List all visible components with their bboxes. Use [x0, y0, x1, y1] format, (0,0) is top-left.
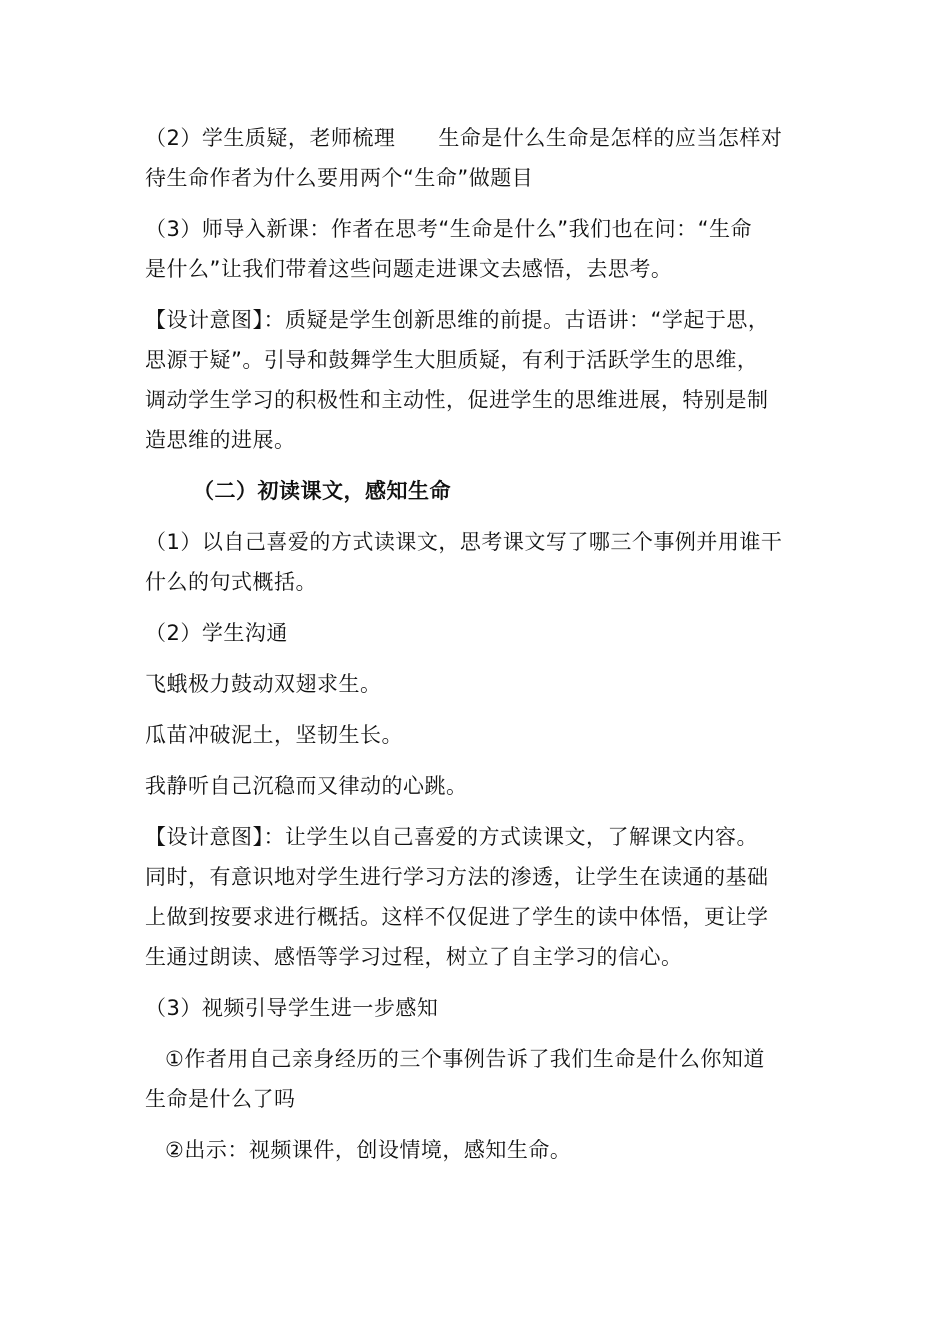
paragraph-example-moth — [145, 664, 815, 704]
text-line: （2）学生沟通 — [145, 621, 288, 645]
paragraph-example-heartbeat — [145, 766, 815, 806]
paragraph-reading-task — [145, 522, 815, 602]
paragraph-item-1 — [145, 1039, 815, 1119]
text-line: ①作者用自己亲身经历的三个事例告诉了我们生命是什么你知道 — [165, 1047, 765, 1071]
text-line: 上做到按要求进行概括。这样不仅促进了学生的读中体悟，更让学 — [145, 905, 769, 929]
text-line: 调动学生学习的积极性和主动性，促进学生的思维进展，特别是制 — [145, 388, 769, 412]
paragraph-design-intent-1 — [145, 300, 815, 460]
text-line: 思源于疑”。引导和鼓舞学生大胆质疑，有利于活跃学生的思维， — [145, 348, 759, 372]
section-heading — [145, 471, 815, 511]
text-line: ②出示：视频课件，创设情境，感知生命。 — [165, 1138, 572, 1162]
text-line: 同时，有意识地对学生进行学习方法的渗透，让学生在读通的基础 — [145, 865, 769, 889]
text-line: 是什么”让我们带着这些问题走进课文去感悟，去思考。 — [145, 257, 673, 281]
text-line: 【设计意图】：质疑是学生创新思维的前提。古语讲：“学起于思， — [145, 308, 770, 332]
text-line: （3）视频引导学生进一步感知 — [145, 996, 439, 1020]
text-line: 造思维的进展。 — [145, 428, 296, 452]
paragraph-item-2 — [145, 1130, 815, 1170]
text-line: 瓜苗冲破泥土，坚韧生长。 — [145, 723, 403, 747]
text-line: 我静听自己沉稳而又律动的心跳。 — [145, 774, 468, 798]
paragraph-design-intent-2 — [145, 817, 815, 977]
paragraph-video-guide — [145, 988, 815, 1028]
text-line: 什么的句式概括。 — [145, 570, 317, 594]
paragraph-example-sprout — [145, 715, 815, 755]
paragraph-teacher-intro — [145, 209, 815, 289]
heading-text: （二）初读课文，感知生命 — [193, 479, 451, 503]
paragraph-student-questions — [145, 118, 815, 198]
paragraph-student-exchange — [145, 613, 815, 653]
document-page — [145, 118, 815, 1181]
text-line: 【设计意图】：让学生以自己喜爱的方式读课文，了解课文内容。 — [145, 825, 758, 849]
text-line: （1）以自己喜爱的方式读课文，思考课文写了哪三个事例并用谁干 — [145, 530, 783, 554]
text-line: 待生命作者为什么要用两个“生命”做题目 — [145, 166, 534, 190]
text-line: （3）师导入新课：作者在思考“生命是什么”我们也在问：“生命 — [145, 217, 752, 241]
text-line: 飞蛾极力鼓动双翅求生。 — [145, 672, 382, 696]
text-line: 生命是什么了吗 — [145, 1087, 296, 1111]
text-line: 生通过朗读、感悟等学习过程，树立了自主学习的信心。 — [145, 945, 683, 969]
text-line: （2）学生质疑，老师梳理 生命是什么生命是怎样的应当怎样对 — [145, 126, 783, 150]
